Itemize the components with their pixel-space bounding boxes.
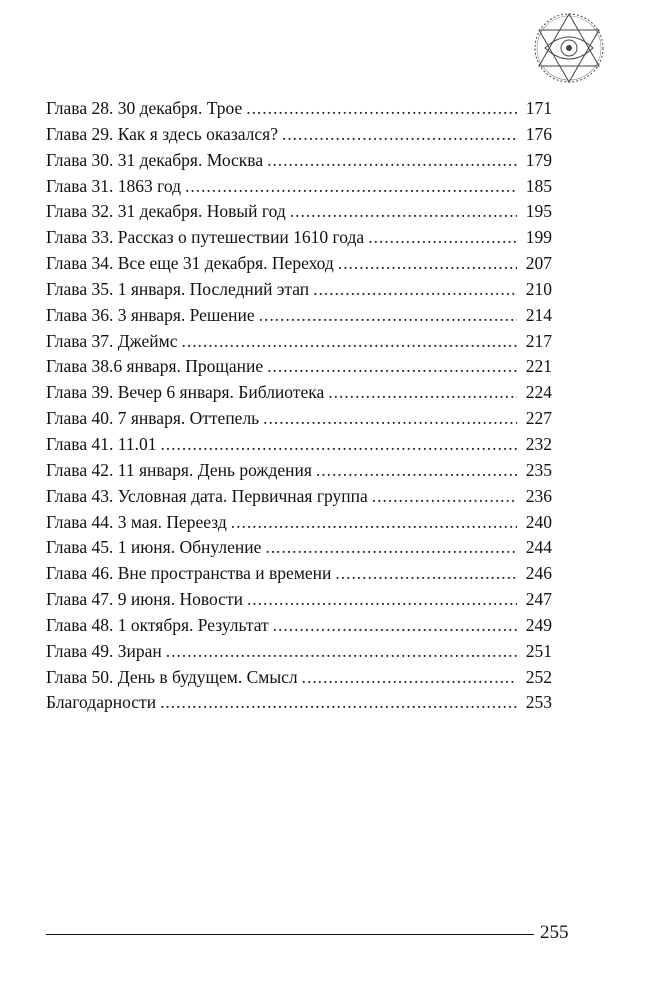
toc-entry-title: Глава 34. Все еще 31 декабря. Переход <box>46 253 334 274</box>
dot-leader <box>231 510 517 536</box>
toc-entry[interactable] <box>46 354 552 380</box>
toc-entry[interactable] <box>46 251 552 277</box>
toc-entry-page: 171 <box>525 98 552 118</box>
toc-entry-title: Глава 43. Условная дата. Первичная группа <box>46 485 368 506</box>
toc-entry[interactable] <box>46 587 552 613</box>
toc-entry-title: Глава 42. 11 января. День рождения <box>46 459 312 480</box>
toc-entry[interactable] <box>46 277 552 303</box>
toc-entry-page: 176 <box>525 123 552 144</box>
footer-rule <box>46 934 534 935</box>
toc-entry-page: 251 <box>525 640 552 661</box>
hexagram-eye-icon <box>531 8 607 88</box>
dot-leader <box>185 174 517 200</box>
toc-entry-title: Глава 33. Рассказ о путешествии 1610 года <box>46 227 365 248</box>
toc-entry-title: Глава 31. 1863 год <box>46 175 181 196</box>
dot-leader <box>328 380 517 406</box>
toc-entry[interactable] <box>46 484 552 510</box>
toc-entry[interactable] <box>46 199 552 225</box>
toc-entry[interactable] <box>46 303 552 329</box>
dot-leader <box>247 587 517 613</box>
toc-entry[interactable] <box>46 329 552 355</box>
toc-entry-page: 244 <box>525 537 552 558</box>
toc-entry[interactable] <box>46 225 552 251</box>
toc-entry-title: Глава 30. 31 декабря. Москва <box>46 149 264 170</box>
toc-entry-page: 179 <box>525 149 552 170</box>
toc-entry[interactable] <box>46 122 552 148</box>
toc-entry-page: 214 <box>525 304 552 325</box>
toc-entry-page: 247 <box>525 589 552 610</box>
toc-entry-title: Глава 36. 3 января. Решение <box>46 304 255 325</box>
toc-entry-page: 249 <box>525 614 552 635</box>
toc-entry[interactable] <box>46 458 552 484</box>
toc-entry-title: Глава 28. 30 декабря. Трое <box>46 98 243 118</box>
toc-entry-title: Благодарности <box>46 692 157 713</box>
toc-entry-title: Глава 49. Зиран <box>46 640 162 661</box>
dot-leader <box>259 303 517 329</box>
toc-entry[interactable] <box>46 639 552 665</box>
toc-entry[interactable] <box>46 96 552 122</box>
toc-entry-title: Глава 40. 7 января. Оттепель <box>46 408 260 429</box>
toc-entry-title: Глава 29. Как я здесь оказался? <box>46 123 278 144</box>
dot-leader <box>160 432 517 458</box>
dot-leader <box>290 199 517 225</box>
dot-leader <box>316 458 517 484</box>
toc-entry[interactable] <box>46 690 552 716</box>
dot-leader <box>372 484 517 510</box>
toc-entry-page: 235 <box>525 459 552 480</box>
toc-entry[interactable] <box>46 432 552 458</box>
toc-entry-title: Глава 46. Вне пространства и времени <box>46 563 332 584</box>
toc-entry-page: 253 <box>525 692 552 713</box>
dot-leader <box>313 277 517 303</box>
toc-entry[interactable] <box>46 380 552 406</box>
toc-entry[interactable] <box>46 561 552 587</box>
dot-leader <box>273 613 517 639</box>
toc-entry-page: 252 <box>525 666 552 687</box>
toc-entry-title: Глава 50. День в будущем. Смысл <box>46 666 298 687</box>
toc-entry-page: 221 <box>525 356 552 377</box>
dot-leader <box>267 148 517 174</box>
toc-entry-title: Глава 35. 1 января. Последний этап <box>46 278 310 299</box>
toc-entry-page: 232 <box>525 433 552 454</box>
toc-entry-title: Глава 47. 9 июня. Новости <box>46 589 243 610</box>
page-number: 255 <box>540 922 569 943</box>
toc-entry-page: 195 <box>525 201 552 222</box>
toc-entry-page: 224 <box>525 382 552 403</box>
toc-entry-title: Глава 41. 11.01 <box>46 433 157 454</box>
toc-entry-title: Глава 45. 1 июня. Обнуление <box>46 537 262 558</box>
toc-entry-page: 240 <box>525 511 552 532</box>
toc-entry[interactable] <box>46 665 552 691</box>
dot-leader <box>166 639 517 665</box>
toc-entry[interactable] <box>46 510 552 536</box>
toc-entry-title: Глава 37. Джеймс <box>46 330 178 351</box>
toc-entry[interactable] <box>46 535 552 561</box>
table-of-contents <box>46 96 552 716</box>
toc-entry-page: 210 <box>525 278 552 299</box>
dot-leader <box>338 251 517 277</box>
toc-entry-title: Глава 32. 31 декабря. Новый год <box>46 201 286 222</box>
dot-leader <box>263 406 517 432</box>
toc-entry-page: 246 <box>525 563 552 584</box>
toc-entry[interactable] <box>46 148 552 174</box>
toc-entry-title: Глава 44. 3 мая. Переезд <box>46 511 227 532</box>
toc-entry-page: 217 <box>525 330 552 351</box>
toc-entry-page: 236 <box>525 485 552 506</box>
dot-leader <box>267 354 517 380</box>
toc-entry-title: Глава 39. Вечер 6 января. Библиотека <box>46 382 325 403</box>
dot-leader <box>368 225 517 251</box>
dot-leader <box>182 329 518 355</box>
toc-entry[interactable] <box>46 174 552 200</box>
toc-entry-page: 227 <box>525 408 552 429</box>
toc-entry-page: 207 <box>525 253 552 274</box>
dot-leader <box>282 122 517 148</box>
toc-entry[interactable] <box>46 613 552 639</box>
dot-leader <box>160 690 517 716</box>
dot-leader <box>246 96 517 122</box>
dot-leader <box>265 535 517 561</box>
toc-entry-page: 199 <box>525 227 552 248</box>
toc-entry-page: 185 <box>525 175 552 196</box>
dot-leader <box>335 561 517 587</box>
toc-entry-title: Глава 48. 1 октября. Результат <box>46 614 269 635</box>
dot-leader <box>302 665 517 691</box>
toc-entry[interactable] <box>46 406 552 432</box>
toc-entry-title: Глава 38.6 января. Прощание <box>46 356 264 377</box>
